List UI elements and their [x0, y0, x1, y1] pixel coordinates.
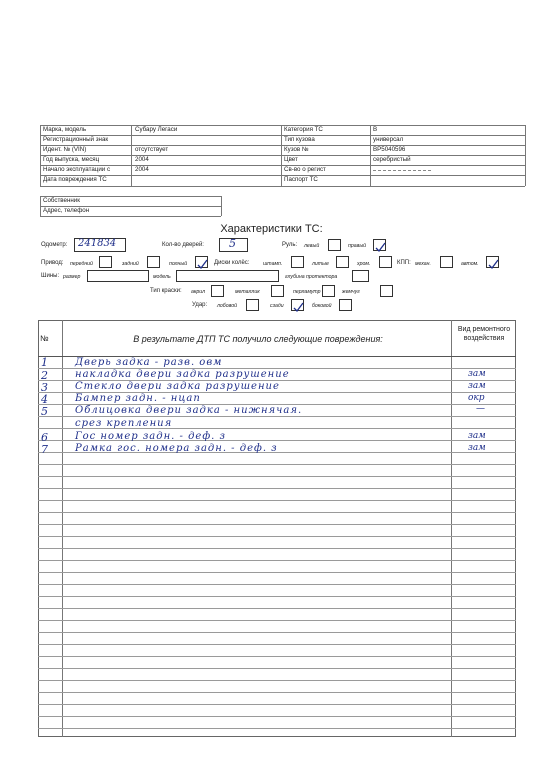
steering-left-label: левый — [304, 243, 320, 249]
paint-pearl-s-checkbox[interactable] — [380, 285, 393, 297]
ruled-line — [38, 728, 516, 729]
damage-row-text: Облицовка двери задка - нижнячая. — [75, 405, 303, 416]
ruled-line — [38, 488, 516, 489]
characteristics-title: Характеристики ТС: — [220, 223, 323, 235]
damage-row-num: 3 — [41, 381, 48, 394]
drive-full-label: полный — [169, 261, 188, 267]
owner-table — [40, 196, 221, 218]
steering-left-checkbox[interactable] — [328, 239, 341, 251]
doors-label: Кол-во дверей: — [162, 242, 204, 248]
wheels-stamped-label: штамп. — [263, 261, 283, 267]
paint-pearl-checkbox[interactable] — [322, 285, 335, 297]
ruled-line — [38, 416, 516, 417]
ruled-line — [38, 524, 516, 525]
value-body-type: универсал — [373, 136, 404, 143]
checkmark-icon — [196, 259, 208, 270]
gearbox-label: КПП: — [397, 260, 411, 266]
damage-row-num: 6 — [41, 431, 48, 444]
value-make-model: Субару Легаси — [135, 126, 178, 133]
damage-row-repair: зам — [468, 443, 486, 453]
ruled-line — [38, 692, 516, 693]
label-owner: Собственник — [43, 197, 80, 204]
checkmark-icon — [487, 259, 499, 270]
ruled-line — [38, 596, 516, 597]
impact-rear-label: сзади — [270, 303, 284, 309]
drive-rear-checkbox[interactable] — [147, 256, 160, 268]
impact-front-label: лобовой — [217, 303, 237, 309]
impact-side-checkbox[interactable] — [339, 299, 352, 311]
wheels-cast-checkbox[interactable] — [336, 256, 349, 268]
value-body-number: BP5040596 — [373, 146, 406, 153]
damage-row-num: 1 — [41, 356, 48, 369]
damage-title: В результате ДТП ТС получило следующие повреждения: — [133, 334, 383, 344]
ruled-line — [38, 500, 516, 501]
tires-model-label: модель — [153, 274, 171, 280]
tires-depth-box[interactable] — [352, 270, 369, 282]
damage-row-text: Дверь задка - разв. овм — [75, 357, 223, 368]
paint-metallic-label: металлик — [235, 289, 260, 295]
damage-row-repair: зам — [468, 369, 486, 379]
tires-model-box[interactable] — [176, 270, 279, 282]
doors-value: 5 — [229, 237, 236, 250]
wheels-cast-label: литые — [312, 261, 329, 267]
label-vin: Идент. № (VIN) — [43, 146, 87, 153]
damage-row-text: накладка двери задка разрушение — [75, 369, 290, 380]
value-vin: отсутствует — [135, 146, 169, 153]
drive-front-checkbox[interactable] — [99, 256, 112, 268]
ruled-line — [38, 476, 516, 477]
label-start-use: Начало эксплуатации с — [43, 166, 111, 173]
drive-front-label: передний — [70, 261, 93, 267]
gearbox-auto-label: автом. — [461, 261, 479, 267]
drive-rear-label: задний — [122, 261, 139, 267]
ruled-line — [38, 656, 516, 657]
label-body-type: Тип кузова — [284, 136, 315, 143]
damage-row-text: срез крепления — [75, 418, 173, 429]
label-category: Категория ТС — [284, 126, 323, 133]
label-passport: Паспорт ТС — [284, 176, 318, 183]
ruled-line — [38, 584, 516, 585]
vehicle-info-table — [40, 125, 525, 187]
steering-label: Руль: — [282, 242, 298, 248]
damage-row-text: Стекло двери задка разрушение — [75, 381, 280, 392]
value-category: B — [373, 126, 378, 133]
damage-row-repair: зам — [468, 381, 486, 391]
tires-depth-label: глубина протектора — [285, 274, 338, 280]
ruled-line — [38, 620, 516, 621]
damage-row-text: Бампер задн. - нцап — [75, 393, 201, 404]
ruled-line — [38, 644, 516, 645]
ruled-line — [38, 704, 516, 705]
wheels-chrome-label: хром. — [357, 261, 371, 267]
damage-row-text: Гос номер задн. - деф. з — [75, 431, 226, 442]
col-num-header: № — [40, 334, 49, 343]
ruled-line — [38, 608, 516, 609]
impact-label: Удар: — [192, 302, 208, 308]
tires-size-box[interactable] — [87, 270, 149, 282]
impact-rear-checkbox[interactable] — [291, 299, 304, 311]
paint-acrylic-label: акрил — [191, 289, 206, 295]
gearbox-manual-checkbox[interactable] — [440, 256, 453, 268]
damage-row-repair: окр — [468, 393, 485, 403]
steering-right-checkbox[interactable] — [373, 239, 386, 251]
paint-acrylic-checkbox[interactable] — [211, 285, 224, 297]
col-repair-header: Вид ремонтного воздействия — [457, 326, 511, 342]
tires-size-label: размер — [63, 274, 81, 280]
paint-metallic-checkbox[interactable] — [271, 285, 284, 297]
checkmark-icon — [292, 302, 304, 313]
ruled-line — [38, 668, 516, 669]
drive-full-checkbox[interactable] — [195, 256, 208, 268]
checkmark-icon — [374, 242, 386, 253]
drive-label: Привод: — [41, 260, 64, 266]
label-address: Адрес, телефон — [43, 207, 90, 214]
label-reg-cert: Св-во о регист — [284, 166, 326, 173]
label-color: Цвет — [284, 156, 298, 163]
ruled-line — [38, 572, 516, 573]
gearbox-manual-label: механ. — [415, 261, 431, 267]
damage-row-repair: — — [476, 404, 485, 414]
ruled-line — [38, 716, 516, 717]
value-color: серебристый — [373, 156, 411, 163]
ruled-line — [38, 680, 516, 681]
damage-row-num: 5 — [41, 405, 48, 418]
impact-side-label: боковой — [312, 303, 332, 309]
wheels-label: Диски колёс: — [214, 260, 250, 266]
damage-row-num: 4 — [41, 393, 48, 406]
label-body-number: Кузов № — [284, 146, 309, 153]
ruled-line — [38, 632, 516, 633]
impact-front-checkbox[interactable] — [246, 299, 259, 311]
odometer-label: Одометр: — [41, 242, 68, 248]
label-make-model: Марка, модель — [43, 126, 87, 133]
paint-pearl-s-label: жемчуг — [342, 289, 360, 295]
label-damage-date: Дата повреждения ТС — [43, 176, 107, 183]
ruled-line — [38, 512, 516, 513]
damage-row-num: 7 — [41, 443, 48, 456]
ruled-line — [38, 464, 516, 465]
wheels-stamped-checkbox[interactable] — [291, 256, 304, 268]
ruled-line — [38, 560, 516, 561]
damage-row-repair: зам — [468, 431, 486, 441]
ruled-line — [38, 536, 516, 537]
tires-label: Шины: — [41, 273, 60, 279]
ruled-line — [38, 548, 516, 549]
damage-row-num: 2 — [41, 369, 48, 382]
redaction-mark — [373, 170, 431, 171]
paint-pearl-label: перламутр — [293, 289, 321, 295]
label-year: Год выпуска, месяц — [43, 156, 100, 163]
odometer-value: 241834 — [78, 238, 117, 249]
wheels-chrome-checkbox[interactable] — [379, 256, 392, 268]
value-year: 2004 — [135, 156, 149, 163]
steering-right-label: правый — [348, 243, 367, 249]
damage-row-text: Рамка гос. номера задн. - деф. з — [75, 443, 278, 454]
gearbox-auto-checkbox[interactable] — [486, 256, 499, 268]
label-reg-plate: Регистрационный знак — [43, 136, 109, 143]
value-start-use: 2004 — [135, 166, 149, 173]
paint-label: Тип краски: — [150, 288, 182, 294]
